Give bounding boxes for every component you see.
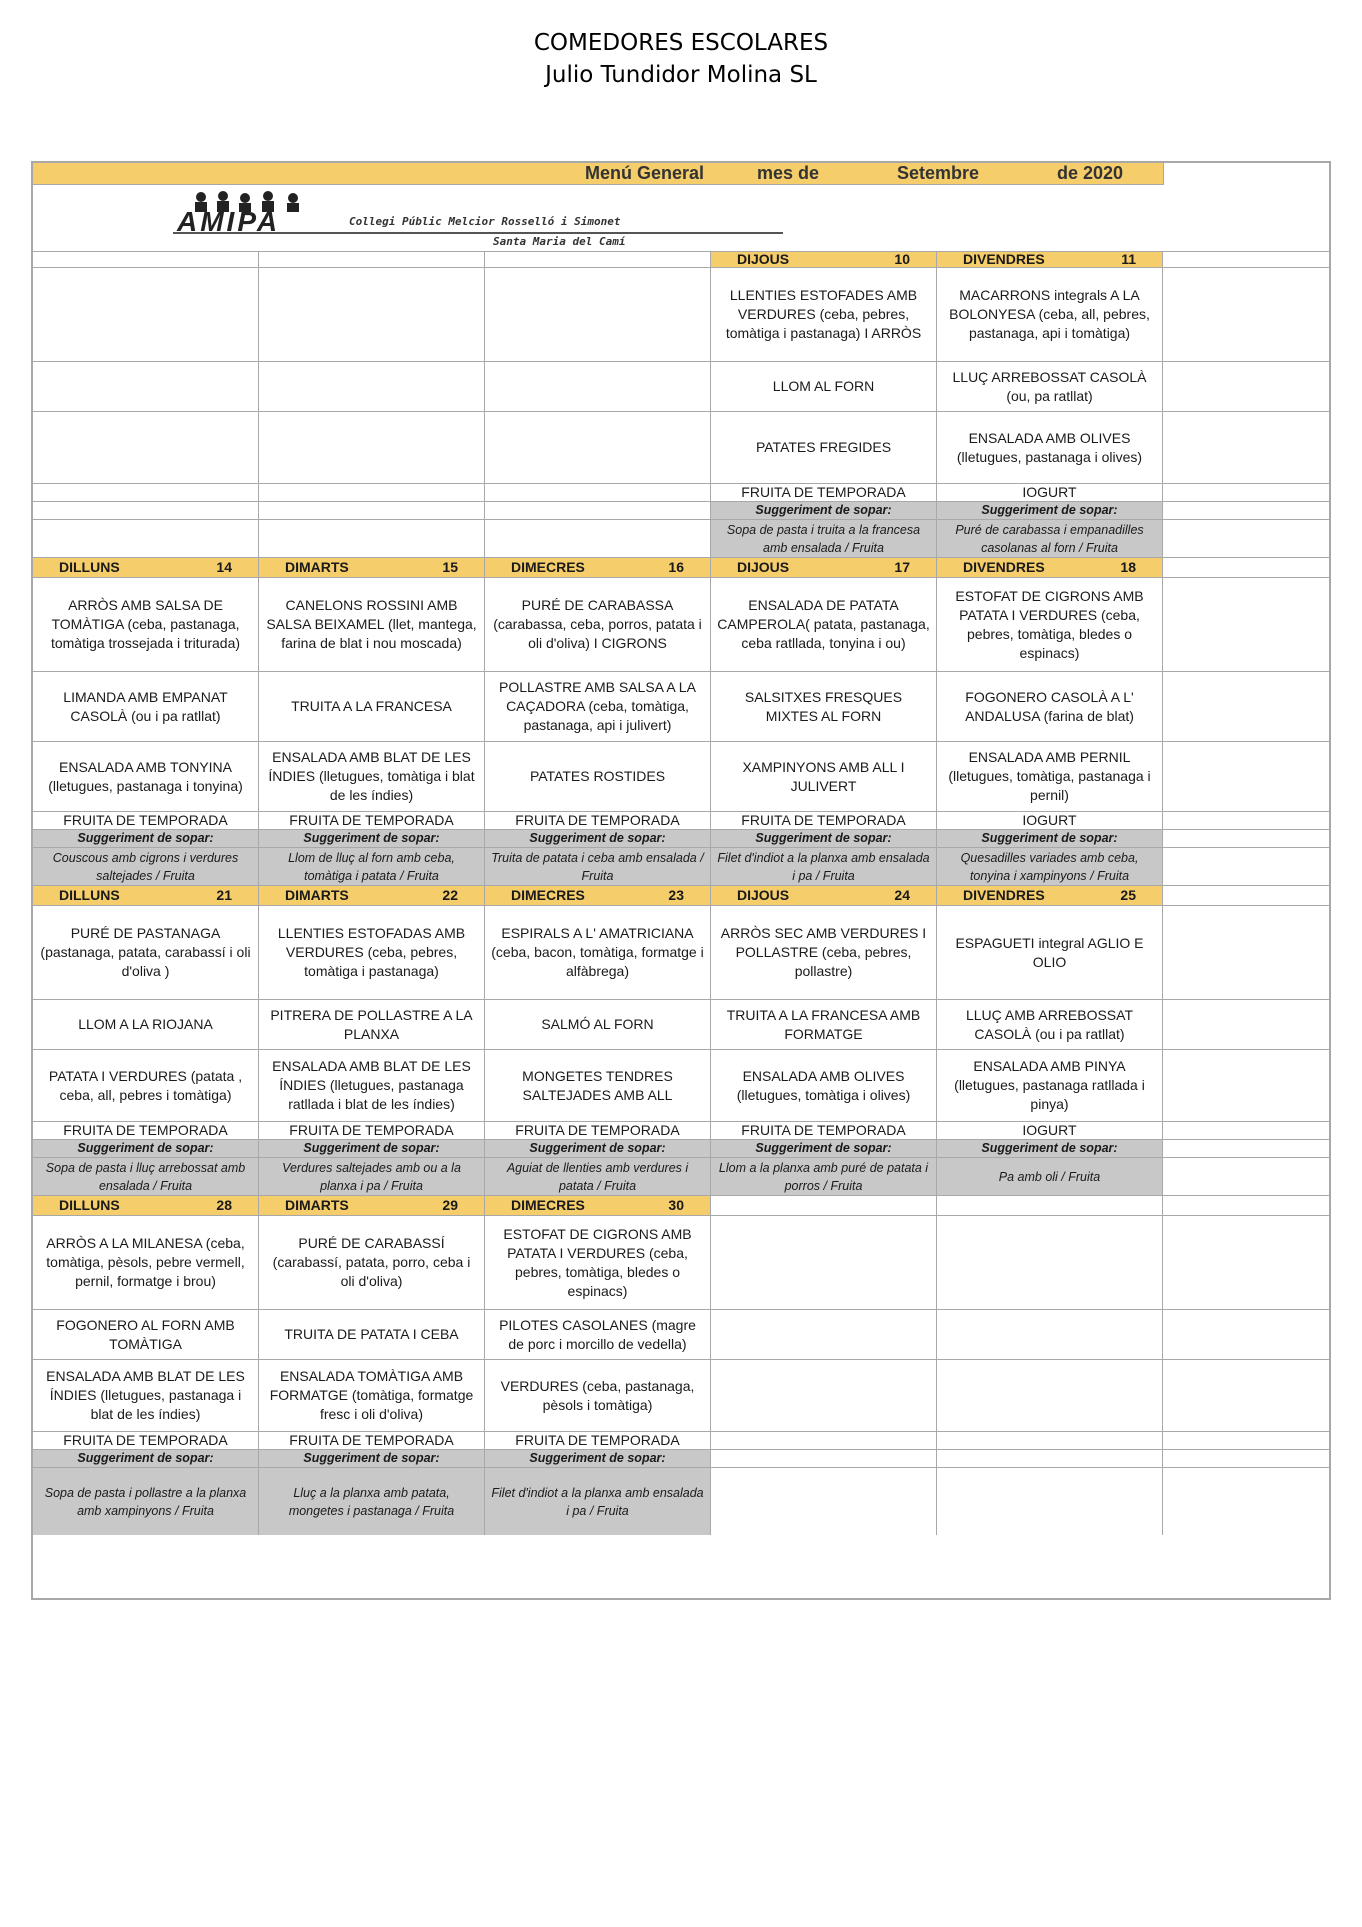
- first-course: ARRÒS SEC AMB VERDURES I POLLASTRE (ceba, pebres, pollastre): [710, 905, 936, 999]
- second-course: FOGONERO AL FORN AMB TOMÀTIGA: [32, 1309, 258, 1359]
- empty-cell: [710, 1215, 936, 1309]
- menu-title-bar: [32, 161, 1330, 185]
- first-course: LLENTIES ESTOFADAS AMB VERDURES (ceba, pebres, tomàtiga i pastanaga): [258, 905, 484, 999]
- empty-cell: [1162, 905, 1330, 999]
- empty-cell: [1162, 829, 1330, 847]
- dinner-suggestion: Filet d'indiot a la planxa amb ensalada i pa / Fruita: [710, 847, 936, 885]
- first-course: LLENTIES ESTOFADES AMB VERDURES (ceba, pebres, tomàtiga i pastanaga) I ARRÒS: [710, 267, 936, 361]
- day-name: DIJOUS: [737, 251, 790, 267]
- logo-town: Santa Maria del Camí: [493, 235, 626, 248]
- dessert: FRUITA DE TEMPORADA: [710, 1121, 936, 1139]
- week-4-fr-row: [32, 1431, 1330, 1449]
- week-4-first-row: [32, 1215, 1330, 1309]
- side-course: PATATA I VERDURES (patata , ceba, all, pebres i tomàtiga): [32, 1049, 258, 1121]
- empty-cell: [1162, 811, 1330, 829]
- side-course: PATATES ROSTIDES: [484, 741, 710, 811]
- dinner-suggestion: Truita de patata i ceba amb ensalada / Fruita: [484, 847, 710, 885]
- logo-row: [32, 185, 1330, 251]
- day-name: DIVENDRES: [963, 887, 1045, 903]
- second-course: SALMÓ AL FORN: [484, 999, 710, 1049]
- empty-cell: [710, 1467, 936, 1535]
- side-course: ENSALADA AMB BLAT DE LES ÍNDIES (lletugues, pastanaga i blat de les índies): [32, 1359, 258, 1431]
- empty-cell: [258, 483, 484, 501]
- second-course: PILOTES CASOLANES (magre de porc i morcillo de vedella): [484, 1309, 710, 1359]
- day-header: [936, 251, 1162, 267]
- dessert: FRUITA DE TEMPORADA: [258, 1121, 484, 1139]
- dessert: FRUITA DE TEMPORADA: [32, 1121, 258, 1139]
- empty-cell: [1162, 1195, 1330, 1215]
- day-header: [258, 885, 484, 905]
- first-course: ENSALADA DE PATATA CAMPEROLA( patata, pastanaga, ceba ratllada, tonyina i ou): [710, 577, 936, 671]
- side-course: PATATES FREGIDES: [710, 411, 936, 483]
- dinner-suggestion-label: Suggeriment de sopar:: [936, 501, 1162, 519]
- dessert: FRUITA DE TEMPORADA: [32, 811, 258, 829]
- dessert: IOGURT: [936, 1121, 1162, 1139]
- empty-cell: [1162, 557, 1330, 577]
- day-name: DIMECRES: [511, 1197, 585, 1213]
- day-name: DIJOUS: [737, 559, 790, 575]
- day-number: 18: [1120, 559, 1136, 575]
- page-title: COMEDORES ESCOLARES: [533, 30, 829, 56]
- week-3-first-row: [32, 905, 1330, 999]
- day-name: DIMARTS: [285, 559, 349, 575]
- first-course: PURÉ DE PASTANAGA (pastanaga, patata, carabassí i oli d'oliva ): [32, 905, 258, 999]
- week-4-sug-h-row: [32, 1449, 1330, 1467]
- dinner-suggestion: Sopa de pasta i truita a la francesa amb ensalada / Fruita: [710, 519, 936, 557]
- empty-cell: [1162, 1449, 1330, 1467]
- day-header: [936, 885, 1162, 905]
- page-subtitle: Julio Tundidor Molina SL: [545, 62, 817, 88]
- week-2-sug-row: [32, 847, 1330, 885]
- dinner-suggestion-label: Suggeriment de sopar:: [484, 1449, 710, 1467]
- empty-cell: [484, 361, 710, 411]
- week-3-sug-h-row: [32, 1139, 1330, 1157]
- day-header: [936, 557, 1162, 577]
- day-header: [710, 885, 936, 905]
- day-number: 21: [216, 887, 232, 903]
- empty-cell: [32, 361, 258, 411]
- first-course: PURÉ DE CARABASSA (carabassa, ceba, porros, patata i oli d'oliva) I CIGRONS: [484, 577, 710, 671]
- empty-cell: [936, 1449, 1162, 1467]
- second-course: POLLASTRE AMB SALSA A LA CAÇADORA (ceba, tomàtiga, pastanaga, api i julivert): [484, 671, 710, 741]
- empty-cell: [258, 411, 484, 483]
- dinner-suggestion-label: Suggeriment de sopar:: [32, 1449, 258, 1467]
- empty-cell: [1162, 1467, 1330, 1535]
- day-header: [258, 1195, 484, 1215]
- second-course: FOGONERO CASOLÀ A L' ANDALUSA (farina de blat): [936, 671, 1162, 741]
- week-1-fr-row: [32, 483, 1330, 501]
- week-4-sug-row: [32, 1467, 1330, 1535]
- side-course: ENSALADA AMB OLIVES (lletugues, tomàtiga i olives): [710, 1049, 936, 1121]
- second-course: PITRERA DE POLLASTRE A LA PLANXA: [258, 999, 484, 1049]
- empty-cell: [258, 519, 484, 557]
- empty-cell: [936, 1431, 1162, 1449]
- side-course: ENSALADA AMB BLAT DE LES ÍNDIES (lletugues, pastanaga ratllada i blat de les índies): [258, 1049, 484, 1121]
- empty-cell: [258, 251, 484, 267]
- day-header: [32, 1195, 258, 1215]
- day-number: 28: [216, 1197, 232, 1213]
- first-course: MACARRONS integrals A LA BOLONYESA (ceba, all, pebres, pastanaga, api i tomàtiga): [936, 267, 1162, 361]
- dinner-suggestion-label: Suggeriment de sopar:: [258, 1139, 484, 1157]
- empty-cell: [32, 411, 258, 483]
- year-label: de 2020: [1057, 163, 1124, 183]
- side-course: MONGETES TENDRES SALTEJADES AMB ALL: [484, 1049, 710, 1121]
- empty-cell: [32, 501, 258, 519]
- second-course: TRUITA A LA FRANCESA: [258, 671, 484, 741]
- day-number: 22: [442, 887, 458, 903]
- week-1-second-row: [32, 361, 1330, 411]
- day-number: 30: [668, 1197, 684, 1213]
- month-prefix: mes de: [757, 163, 820, 183]
- first-course: ESPAGUETI integral AGLIO E OLIO: [936, 905, 1162, 999]
- side-course: ENSALADA AMB TONYINA (lletugues, pastanaga i tonyina): [32, 741, 258, 811]
- first-course: ESPIRALS A L' AMATRICIANA (ceba, bacon, tomàtiga, formatge i alfàbrega): [484, 905, 710, 999]
- day-header: [484, 557, 710, 577]
- empty-cell: [1162, 1121, 1330, 1139]
- empty-cell: [1162, 267, 1330, 361]
- empty-cell: [1162, 1139, 1330, 1157]
- day-number: 25: [1120, 887, 1136, 903]
- empty-cell: [1162, 1049, 1330, 1121]
- empty-cell: [1162, 885, 1330, 905]
- day-name: DIMARTS: [285, 887, 349, 903]
- empty-cell: [1162, 577, 1330, 671]
- dessert: IOGURT: [936, 811, 1162, 829]
- dinner-suggestion: Llom de lluç al forn amb ceba, tomàtiga i patata / Fruita: [258, 847, 484, 885]
- first-course: ARRÒS A LA MILANESA (ceba, tomàtiga, pèsols, pebre vermell, pernil, formatge i brou): [32, 1215, 258, 1309]
- empty-cell: [258, 267, 484, 361]
- day-number: 10: [894, 251, 910, 267]
- side-course: ENSALADA AMB PINYA (lletugues, pastanaga ratllada i pinya): [936, 1049, 1162, 1121]
- dinner-suggestion: Sopa de pasta i lluç arrebossat amb ensalada / Fruita: [32, 1157, 258, 1195]
- empty-cell: [484, 411, 710, 483]
- empty-cell: [936, 1215, 1162, 1309]
- empty-cell: [1162, 741, 1330, 811]
- dessert: FRUITA DE TEMPORADA: [484, 1431, 710, 1449]
- first-course: PURÉ DE CARABASSÍ (carabassí, patata, porro, ceba i oli d'oliva): [258, 1215, 484, 1309]
- second-course: TRUITA DE PATATA I CEBA: [258, 1309, 484, 1359]
- second-course: TRUITA A LA FRANCESA AMB FORMATGE: [710, 999, 936, 1049]
- dessert: IOGURT: [936, 483, 1162, 501]
- week-1-first-row: [32, 267, 1330, 361]
- empty-cell: [1162, 1157, 1330, 1195]
- empty-cell: [1162, 411, 1330, 483]
- day-number: 23: [668, 887, 684, 903]
- empty-cell: [936, 1195, 1162, 1215]
- dinner-suggestion: Puré de carabassa i empanadilles casolanas al forn / Fruita: [936, 519, 1162, 557]
- empty-cell: [1162, 1431, 1330, 1449]
- day-header: [258, 557, 484, 577]
- week-2-side-row: [32, 741, 1330, 811]
- dinner-suggestion-label: Suggeriment de sopar:: [936, 829, 1162, 847]
- day-name: DILLUNS: [59, 1197, 120, 1213]
- dessert: FRUITA DE TEMPORADA: [32, 1431, 258, 1449]
- first-course: ESTOFAT DE CIGRONS AMB PATATA I VERDURES (ceba, pebres, tomàtiga, bledes o espinacs): [936, 577, 1162, 671]
- week-3-side-row: [32, 1049, 1330, 1121]
- side-course: ENSALADA AMB PERNIL (lletugues, tomàtiga, pastanaga i pernil): [936, 741, 1162, 811]
- day-name: DIMARTS: [285, 1197, 349, 1213]
- side-course: ENSALADA AMB OLIVES (lletugues, pastanaga i olives): [936, 411, 1162, 483]
- week-2-second-row: [32, 671, 1330, 741]
- dinner-suggestion-label: Suggeriment de sopar:: [710, 829, 936, 847]
- dinner-suggestion: Pa amb oli / Fruita: [936, 1157, 1162, 1195]
- amipa-logo: [173, 189, 793, 253]
- day-header: [32, 557, 258, 577]
- day-header: [710, 557, 936, 577]
- week-3-sug-row: [32, 1157, 1330, 1195]
- dinner-suggestion-label: Suggeriment de sopar:: [32, 1139, 258, 1157]
- empty-cell: [258, 361, 484, 411]
- dinner-suggestion: Aguiat de llenties amb verdures i patata / Fruita: [484, 1157, 710, 1195]
- dinner-suggestion-label: Suggeriment de sopar:: [258, 1449, 484, 1467]
- dessert: FRUITA DE TEMPORADA: [484, 811, 710, 829]
- dessert: FRUITA DE TEMPORADA: [710, 483, 936, 501]
- dinner-suggestion-label: Suggeriment de sopar:: [32, 829, 258, 847]
- empty-cell: [32, 519, 258, 557]
- week-1-sug-h-row: [32, 501, 1330, 519]
- week-3-fr-row: [32, 1121, 1330, 1139]
- dessert: FRUITA DE TEMPORADA: [258, 1431, 484, 1449]
- empty-cell: [1162, 483, 1330, 501]
- second-course: LLOM AL FORN: [710, 361, 936, 411]
- first-course: ARRÒS AMB SALSA DE TOMÀTIGA (ceba, pastanaga, tomàtiga trossejada i triturada): [32, 577, 258, 671]
- second-course: SALSITXES FRESQUES MIXTES AL FORN: [710, 671, 936, 741]
- week-3-second-row: [32, 999, 1330, 1049]
- empty-cell: [32, 267, 258, 361]
- side-course: ENSALADA TOMÀTIGA AMB FORMATGE (tomàtiga, formatge fresc i oli d'oliva): [258, 1359, 484, 1431]
- week-3-hdr-row: [32, 885, 1330, 905]
- week-4-side-row: [32, 1359, 1330, 1431]
- day-name: DILLUNS: [59, 887, 120, 903]
- week-4-hdr-row: [32, 1195, 1330, 1215]
- empty-cell: [1162, 999, 1330, 1049]
- day-name: DIVENDRES: [963, 251, 1045, 267]
- empty-cell: [936, 1467, 1162, 1535]
- empty-cell: [484, 267, 710, 361]
- day-number: 29: [442, 1197, 458, 1213]
- empty-cell: [258, 501, 484, 519]
- day-number: 14: [216, 559, 232, 575]
- dinner-suggestion: Sopa de pasta i pollastre a la planxa amb xampinyons / Fruita: [32, 1467, 258, 1535]
- second-course: LLUÇ ARREBOSSAT CASOLÀ (ou, pa ratllat): [936, 361, 1162, 411]
- dinner-suggestion: Filet d'indiot a la planxa amb ensalada i pa / Fruita: [484, 1467, 710, 1535]
- dinner-suggestion-label: Suggeriment de sopar:: [484, 829, 710, 847]
- menu-general-label: Menú General: [585, 163, 705, 183]
- dessert: FRUITA DE TEMPORADA: [710, 811, 936, 829]
- day-number: 11: [1121, 251, 1136, 267]
- week-1-side-row: [32, 411, 1330, 483]
- dinner-suggestion-label: Suggeriment de sopar:: [936, 1139, 1162, 1157]
- week-2-hdr-row: [32, 557, 1330, 577]
- dinner-suggestion: Llom a la planxa amb puré de patata i porros / Fruita: [710, 1157, 936, 1195]
- dessert: FRUITA DE TEMPORADA: [258, 811, 484, 829]
- dinner-suggestion-label: Suggeriment de sopar:: [710, 1139, 936, 1157]
- empty-cell: [484, 501, 710, 519]
- week-2-fr-row: [32, 811, 1330, 829]
- empty-cell: [936, 1309, 1162, 1359]
- day-header: [710, 251, 936, 267]
- day-header: [484, 885, 710, 905]
- day-name: DIVENDRES: [963, 559, 1045, 575]
- dinner-suggestion-label: Suggeriment de sopar:: [258, 829, 484, 847]
- empty-cell: [1162, 1309, 1330, 1359]
- first-course: ESTOFAT DE CIGRONS AMB PATATA I VERDURES (ceba, pebres, tomàtiga, bledes o espinacs): [484, 1215, 710, 1309]
- side-course: XAMPINYONS AMB ALL I JULIVERT: [710, 741, 936, 811]
- empty-cell: [32, 251, 258, 267]
- empty-cell: [484, 519, 710, 557]
- empty-cell: [710, 1431, 936, 1449]
- dinner-suggestion-label: Suggeriment de sopar:: [710, 501, 936, 519]
- empty-cell: [1162, 519, 1330, 557]
- second-course: LIMANDA AMB EMPANAT CASOLÀ (ou i pa ratllat): [32, 671, 258, 741]
- empty-cell: [1162, 361, 1330, 411]
- week-1-sug-row: [32, 519, 1330, 557]
- day-name: DILLUNS: [59, 559, 120, 575]
- dessert: FRUITA DE TEMPORADA: [484, 1121, 710, 1139]
- dinner-suggestion: Couscous amb cigrons i verdures saltejades / Fruita: [32, 847, 258, 885]
- logo-school: Collegi Públic Melcior Rosselló i Simonet: [349, 215, 621, 228]
- day-number: 24: [894, 887, 910, 903]
- day-header: [484, 1195, 710, 1215]
- empty-cell: [484, 483, 710, 501]
- side-course: VERDURES (ceba, pastanaga, pèsols i tomàtiga): [484, 1359, 710, 1431]
- day-number: 15: [442, 559, 458, 575]
- empty-cell: [710, 1309, 936, 1359]
- dinner-suggestion: Quesadilles variades amb ceba, tonyina i xampinyons / Fruita: [936, 847, 1162, 885]
- day-name: DIMECRES: [511, 887, 585, 903]
- dinner-suggestion: Lluç a la planxa amb patata, mongetes i pastanaga / Fruita: [258, 1467, 484, 1535]
- week-1-hdr-row: [32, 251, 1330, 267]
- logo-text: AMIPA: [177, 206, 281, 237]
- empty-cell: [1162, 501, 1330, 519]
- day-header: [32, 885, 258, 905]
- day-number: 17: [894, 559, 910, 575]
- first-course: CANELONS ROSSINI AMB SALSA BEIXAMEL (llet, mantega, farina de blat i nou moscada): [258, 577, 484, 671]
- dinner-suggestion-label: Suggeriment de sopar:: [484, 1139, 710, 1157]
- week-2-first-row: [32, 577, 1330, 671]
- week-2-sug-h-row: [32, 829, 1330, 847]
- month-name: Setembre: [897, 163, 980, 183]
- second-course: LLOM A LA RIOJANA: [32, 999, 258, 1049]
- empty-cell: [710, 1359, 936, 1431]
- empty-cell: [936, 1359, 1162, 1431]
- side-course: ENSALADA AMB BLAT DE LES ÍNDIES (lletugues, tomàtiga i blat de les índies): [258, 741, 484, 811]
- day-name: DIMECRES: [511, 559, 585, 575]
- empty-cell: [1162, 847, 1330, 885]
- empty-cell: [1162, 1215, 1330, 1309]
- day-name: DIJOUS: [737, 887, 790, 903]
- empty-cell: [484, 251, 710, 267]
- week-4-second-row: [32, 1309, 1330, 1359]
- dinner-suggestion: Verdures saltejades amb ou a la planxa i pa / Fruita: [258, 1157, 484, 1195]
- second-course: LLUÇ AMB ARREBOSSAT CASOLÀ (ou i pa ratllat): [936, 999, 1162, 1049]
- empty-cell: [710, 1449, 936, 1467]
- empty-cell: [1162, 671, 1330, 741]
- day-number: 16: [668, 559, 684, 575]
- empty-cell: [710, 1195, 936, 1215]
- empty-cell: [32, 483, 258, 501]
- empty-cell: [1162, 251, 1330, 267]
- empty-cell: [1162, 1359, 1330, 1431]
